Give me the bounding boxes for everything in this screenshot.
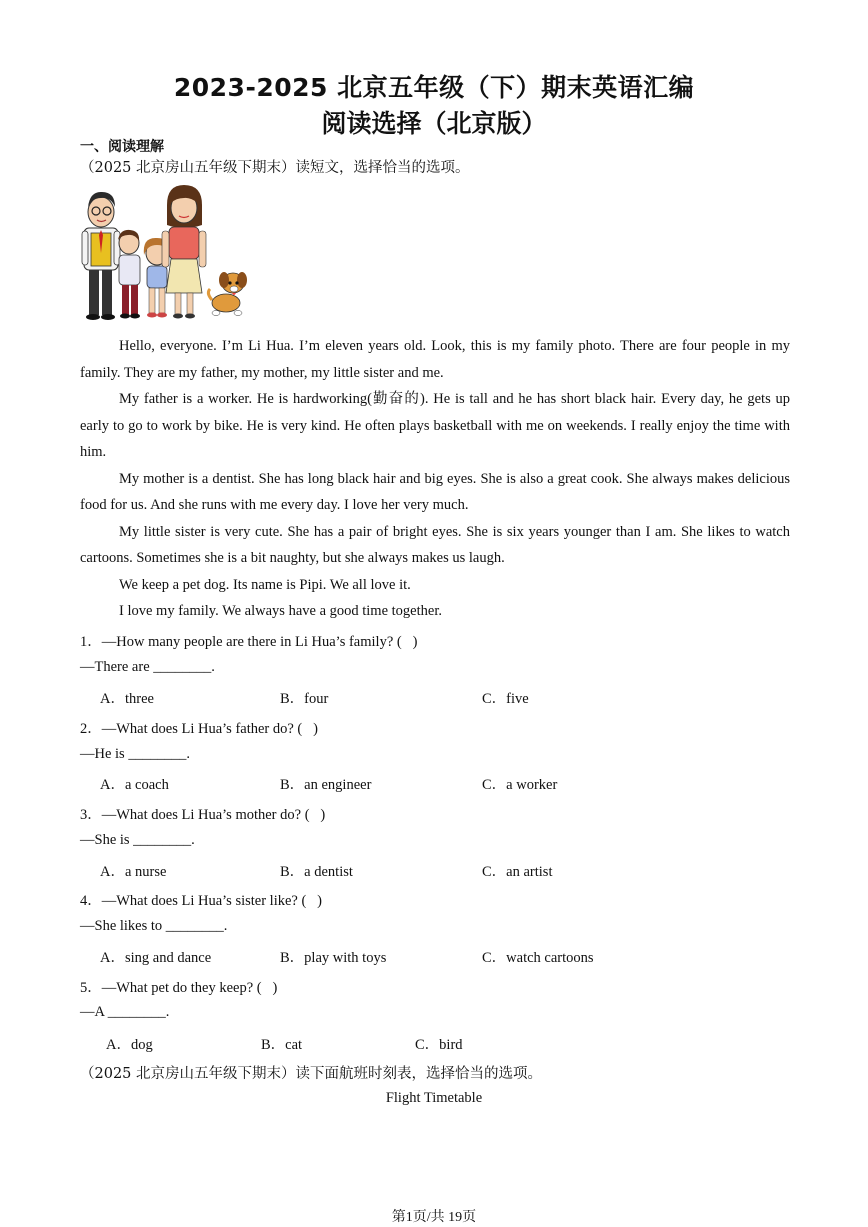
- question-4-option-c[interactable]: C．watch cartoons: [482, 950, 594, 966]
- question-3-answer-line: —She is ________.: [80, 832, 195, 848]
- document-title: 2023-2025 北京五年级（下）期末英语汇编: [173, 73, 695, 102]
- question-2-option-b[interactable]: B．an engineer: [280, 777, 372, 793]
- table-title: Flight Timetable: [385, 1090, 483, 1106]
- boy-figure: [118, 230, 140, 319]
- passage-paragraph: I love my family. We always have a good time together.: [119, 603, 442, 619]
- question-4-option-a[interactable]: A．sing and dance: [100, 950, 212, 966]
- father-figure: [82, 192, 120, 320]
- document-subtitle: 阅读选择（北京版）: [321, 109, 547, 138]
- question-5-answer-line: —A ________.: [80, 1004, 170, 1020]
- reading-passage: [80, 333, 790, 625]
- passage-paragraph: My father is a worker. He is hardworking(勤奋的). He is tall and he has short black hair. Every day, he gets up early to go to work by bike. He is very kind. He often plays basketball with me on weekends. I really enjoy the time with him.: [80, 391, 790, 460]
- dog-figure: [208, 272, 247, 316]
- question-5-option-a[interactable]: A．dog: [106, 1037, 153, 1053]
- question-2-option-c[interactable]: C．a worker: [482, 777, 558, 793]
- question-4-option-b[interactable]: B．play with toys: [280, 950, 387, 966]
- question-1-option-b[interactable]: B．four: [280, 691, 329, 707]
- question-2: 2．—What does Li Hua’s father do? ( ): [80, 721, 318, 737]
- question-3: 3．—What does Li Hua’s mother do? ( ): [80, 807, 326, 823]
- question-3-option-a[interactable]: A．a nurse: [100, 864, 167, 880]
- question-5-option-b[interactable]: B．cat: [261, 1037, 303, 1053]
- question-1: 1．—How many people are there in Li Hua’s family? ( ): [80, 634, 418, 650]
- family-illustration: [78, 183, 250, 321]
- question-4: 4．—What does Li Hua’s sister like? ( ): [80, 893, 323, 909]
- question-1-option-a[interactable]: A．three: [100, 691, 154, 707]
- question-5: 5．—What pet do they keep? ( ): [80, 980, 278, 996]
- question-1-answer-line: —There are ________.: [80, 659, 215, 675]
- section-heading: 一、阅读理解: [80, 139, 164, 155]
- question-2-option-a[interactable]: A．a coach: [100, 777, 169, 793]
- mother-figure: [162, 185, 206, 319]
- question-4-answer-line: —She likes to ________.: [80, 918, 228, 934]
- question-3-option-b[interactable]: B．a dentist: [280, 864, 353, 880]
- passage-paragraph: My little sister is very cute. She has a pair of bright eyes. She is six years younger than I am. She likes to watch cartoons. Sometimes she is a bit naughty, but she always makes us laugh.: [80, 523, 790, 566]
- passage-paragraph: Hello, everyone. I’m Li Hua. I’m eleven years old. Look, this is my family photo. There are four people in my family. They are my father, my mother, my little sister and me.: [80, 338, 790, 381]
- page-footer: 第1页/共 19页: [391, 1210, 477, 1225]
- question-2-answer-line: —He is ________.: [80, 746, 190, 762]
- question-source-2: （2025 北京房山五年级下期末）读下面航班时刻表，选择恰当的选项。: [80, 1066, 543, 1082]
- question-source: （2025 北京房山五年级下期末）读短文，选择恰当的选项。: [80, 160, 470, 176]
- question-1-option-c[interactable]: C．five: [482, 691, 529, 707]
- passage-paragraph: My mother is a dentist. She has long black hair and big eyes. She is also a great cook. She always makes delicious food for us. And she runs with me every day. I love her very much.: [80, 470, 790, 513]
- question-5-option-c[interactable]: C．bird: [415, 1037, 463, 1053]
- question-3-option-c[interactable]: C．an artist: [482, 864, 553, 880]
- passage-paragraph: We keep a pet dog. Its name is Pipi. We all love it.: [119, 576, 411, 593]
